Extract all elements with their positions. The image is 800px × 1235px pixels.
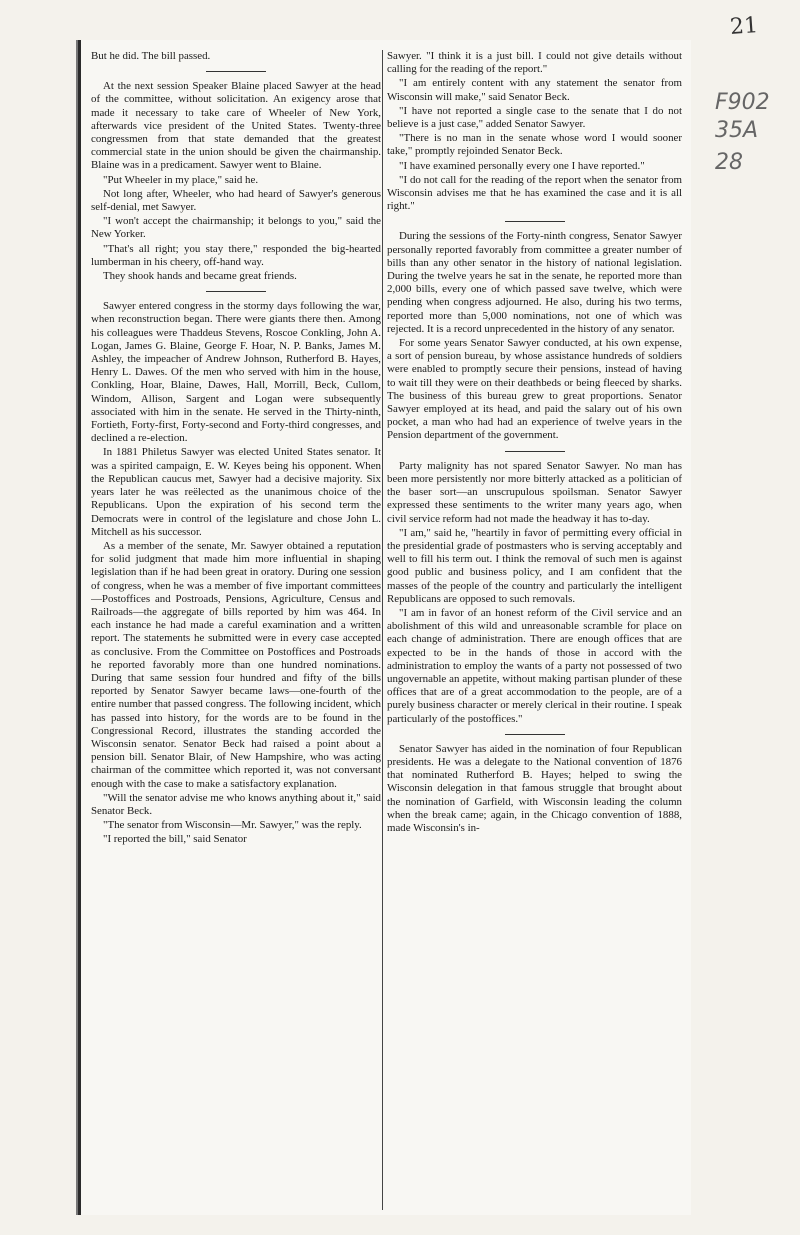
paragraph: They shook hands and became great friends.: [103, 270, 297, 283]
paragraph: "Put Wheeler in my place," said he.: [103, 173, 259, 186]
paragraph: "There is no man in the senate whose word I would sooner take," promptly rejoinded Senator Beck.: [387, 132, 682, 158]
paragraph: For some years Senator Sawyer conducted, at his own expense, a sort of pension bureau, by whose assistance hundreds of soldiers were enabled to promptly secure their pensions, instead of having to wait till they were on their deathbeds or being fleeced by sharks. The business of this bureau grew to great proportions. Senator Sawyer employed at its head, and paid the salary out of his own pocket, a man who had had an experience of twelve years in the Pension department of the government.: [387, 337, 682, 442]
paragraph: Party malignity has not spared Senator Sawyer. No man has been more persistently nor more bitterly attacked as a politician of the baser sort—an unscrupulous spoilsman. Senator Sawyer expressed these sentiments to the writer many years ago, when civil service reform had not made the headway it has to-day.: [387, 459, 682, 525]
newspaper-clipping: [78, 40, 691, 1215]
margin-note: 35A: [715, 118, 759, 143]
paragraph: "The senator from Wisconsin—Mr. Sawyer," was the reply.: [103, 819, 362, 832]
paragraph: Sawyer entered congress in the stormy days following the war, when reconstruction began. There were giants there then. Among his colleagues were Thaddeus Stevens, Roscoe Conkling, John A. Logan, James G. Blaine, George F. Hoar, N. P. Banks, James M. Ashley, the impeacher of Andrew Johnson, Rutherford B. Hayes, Henry L. Dawes. Of the men who served with him in the house, Conkling, Hoar, Blaine, Dawes, Hall, Morrill, Beck, Cullom, Windom, Allison, Sargent and Logan were subsequently associated with him in the senate. He served in the Thirty-ninth, Fortieth, Forty-first, Forty-second and Forty-third congresses, and declined a re-election.: [91, 300, 381, 445]
paragraph: "I am entirely content with any statement the senator from Wisconsin will make," said Senator Beck.: [387, 77, 682, 103]
paragraph: During the sessions of the Forty-ninth congress, Senator Sawyer personally reported favorably from committee a greater number of bills than any other senator in the history of national legislation. During the twelve years he sat in the senate, he reported more than 2,000 bills, every one of which passed save twelve, which were pending when congress adjourned. He also, during his two terms, reported more than 5,000 nominations, not one of which was rejected. It is a record unprecedented in the history of any senator.: [387, 230, 682, 335]
page-number: 21: [729, 13, 759, 40]
left-column: [91, 50, 381, 1210]
margin-note: F902: [715, 90, 770, 115]
paragraph: In 1881 Philetus Sawyer was elected United States senator. It was a spirited campaign, E. W. Keyes being his opponent. When the Republican caucus met, Sawyer had a decisive majority. Six years later he was reëlected as the unanimous choice of the Republicans. Upon the expiration of his second term the Democrats were in control of the legislature and chose John L. Mitchell as his successor.: [91, 446, 381, 538]
separator-rule: [505, 451, 565, 452]
paragraph: "I have not reported a single case to the senate that I do not believe is a just case," added Senator Sawyer.: [387, 104, 682, 131]
paragraph: Senator Sawyer has aided in the nomination of four Republican presidents. He was a delegate to the National convention of 1876 that nominated Rutherford B. Hayes; helped to swing the Wisconsin delegation in that famous struggle that brought about the nomination of Garfield, with Wisconsin leading the column when the break came; again, in the Chicago convention of 1888, made Wisconsin's in-: [387, 742, 682, 834]
paragraph: But he did. The bill passed.: [91, 50, 211, 62]
right-column: [387, 50, 682, 1210]
column-rule: [382, 50, 383, 1210]
separator-rule: [505, 734, 565, 735]
paragraph: "I am," said he, "heartily in favor of permitting every official in the presidential grade of postmasters who is serving acceptably and well to fill his term out. I think the removal of such men is against good public and business policy, and I am confident that the masses of the people of the country and particularly the intelligent Republicans are opposed to such removals.: [387, 526, 682, 605]
paragraph: "I am in favor of an honest reform of the Civil service and an abolishment of this wild and unreasonable scramble for place on each change of administration. There are enough offices that are expected to be in the hands of those in accord with the administration to employ the wants of a party not possessed of two ungovernable an appetite, without making partisan plunder of these offices that are of a great accommodation to the people, are of a purely business character or merely clerical in their routine. I speak particularly of the postoffices.": [387, 606, 682, 725]
separator-rule: [206, 71, 266, 72]
paragraph: Sawyer. "I think it is a just bill. I could not give details without calling for the reading of the report.": [387, 50, 682, 76]
separator-rule: [206, 291, 266, 292]
paragraph: "Will the senator advise me who knows anything about it," said Senator Beck.: [91, 791, 381, 817]
paragraph: At the next session Speaker Blaine placed Sawyer at the head of the committee, without solicitation. An exigency arose that made it necessary to take care of Wheeler of New York, afterwards vice president of the United States. Twenty-three congressmen from that state demanded that the greatest commercial state in the union should be given the chairmanship. Blaine was in a predicament. Sawyer went to Blaine.: [91, 80, 381, 172]
paragraph: "I reported the bill," said Senator: [103, 833, 247, 846]
paragraph: Not long after, Wheeler, who had heard of Sawyer's generous self-denial, met Sawyer.: [91, 187, 381, 214]
paragraph: "I have examined personally every one I have reported.": [399, 159, 645, 172]
separator-rule: [505, 221, 565, 222]
paragraph: "That's all right; you stay there," responded the big-hearted lumberman in his cheery, off-hand way.: [91, 242, 381, 268]
margin-note: 28: [715, 150, 743, 175]
paragraph: "I won't accept the chairmanship; it belongs to you," said the New Yorker.: [91, 215, 381, 241]
paragraph: As a member of the senate, Mr. Sawyer obtained a reputation for solid judgment that made him more influential in shaping legislation than if he had been great in oratory. During one session of congress, when he was a member of five important committees—Postoffices and Postroads, Pensions, Agriculture, Census and Railroads—the aggregate of bills reported by him was 464. In each instance he had made a careful examination and a written report. The statements he submitted were in every case accepted as conclusive. From the Committee on Postoffices and Postroads he reported favorably more than one hundred nominations. During that same session four hundred and fifty of the bills reported by Senator Sawyer became laws—one-fourth of the entire number that passed congress. The following incident, which has passed into history, for the words are to be found in the Congressional Record, illustrates the standing accorded the Wisconsin senator. Senator Beck had raised a point about a pension bill. Senator Blair, of New Hampshire, who was acting chairman of the committee which reported it, was not conversant enough with the case to make a satisfactory explanation.: [91, 539, 381, 790]
paragraph: "I do not call for the reading of the report when the senator from Wisconsin advises me that he has examined the case and it is all right.": [387, 173, 682, 213]
